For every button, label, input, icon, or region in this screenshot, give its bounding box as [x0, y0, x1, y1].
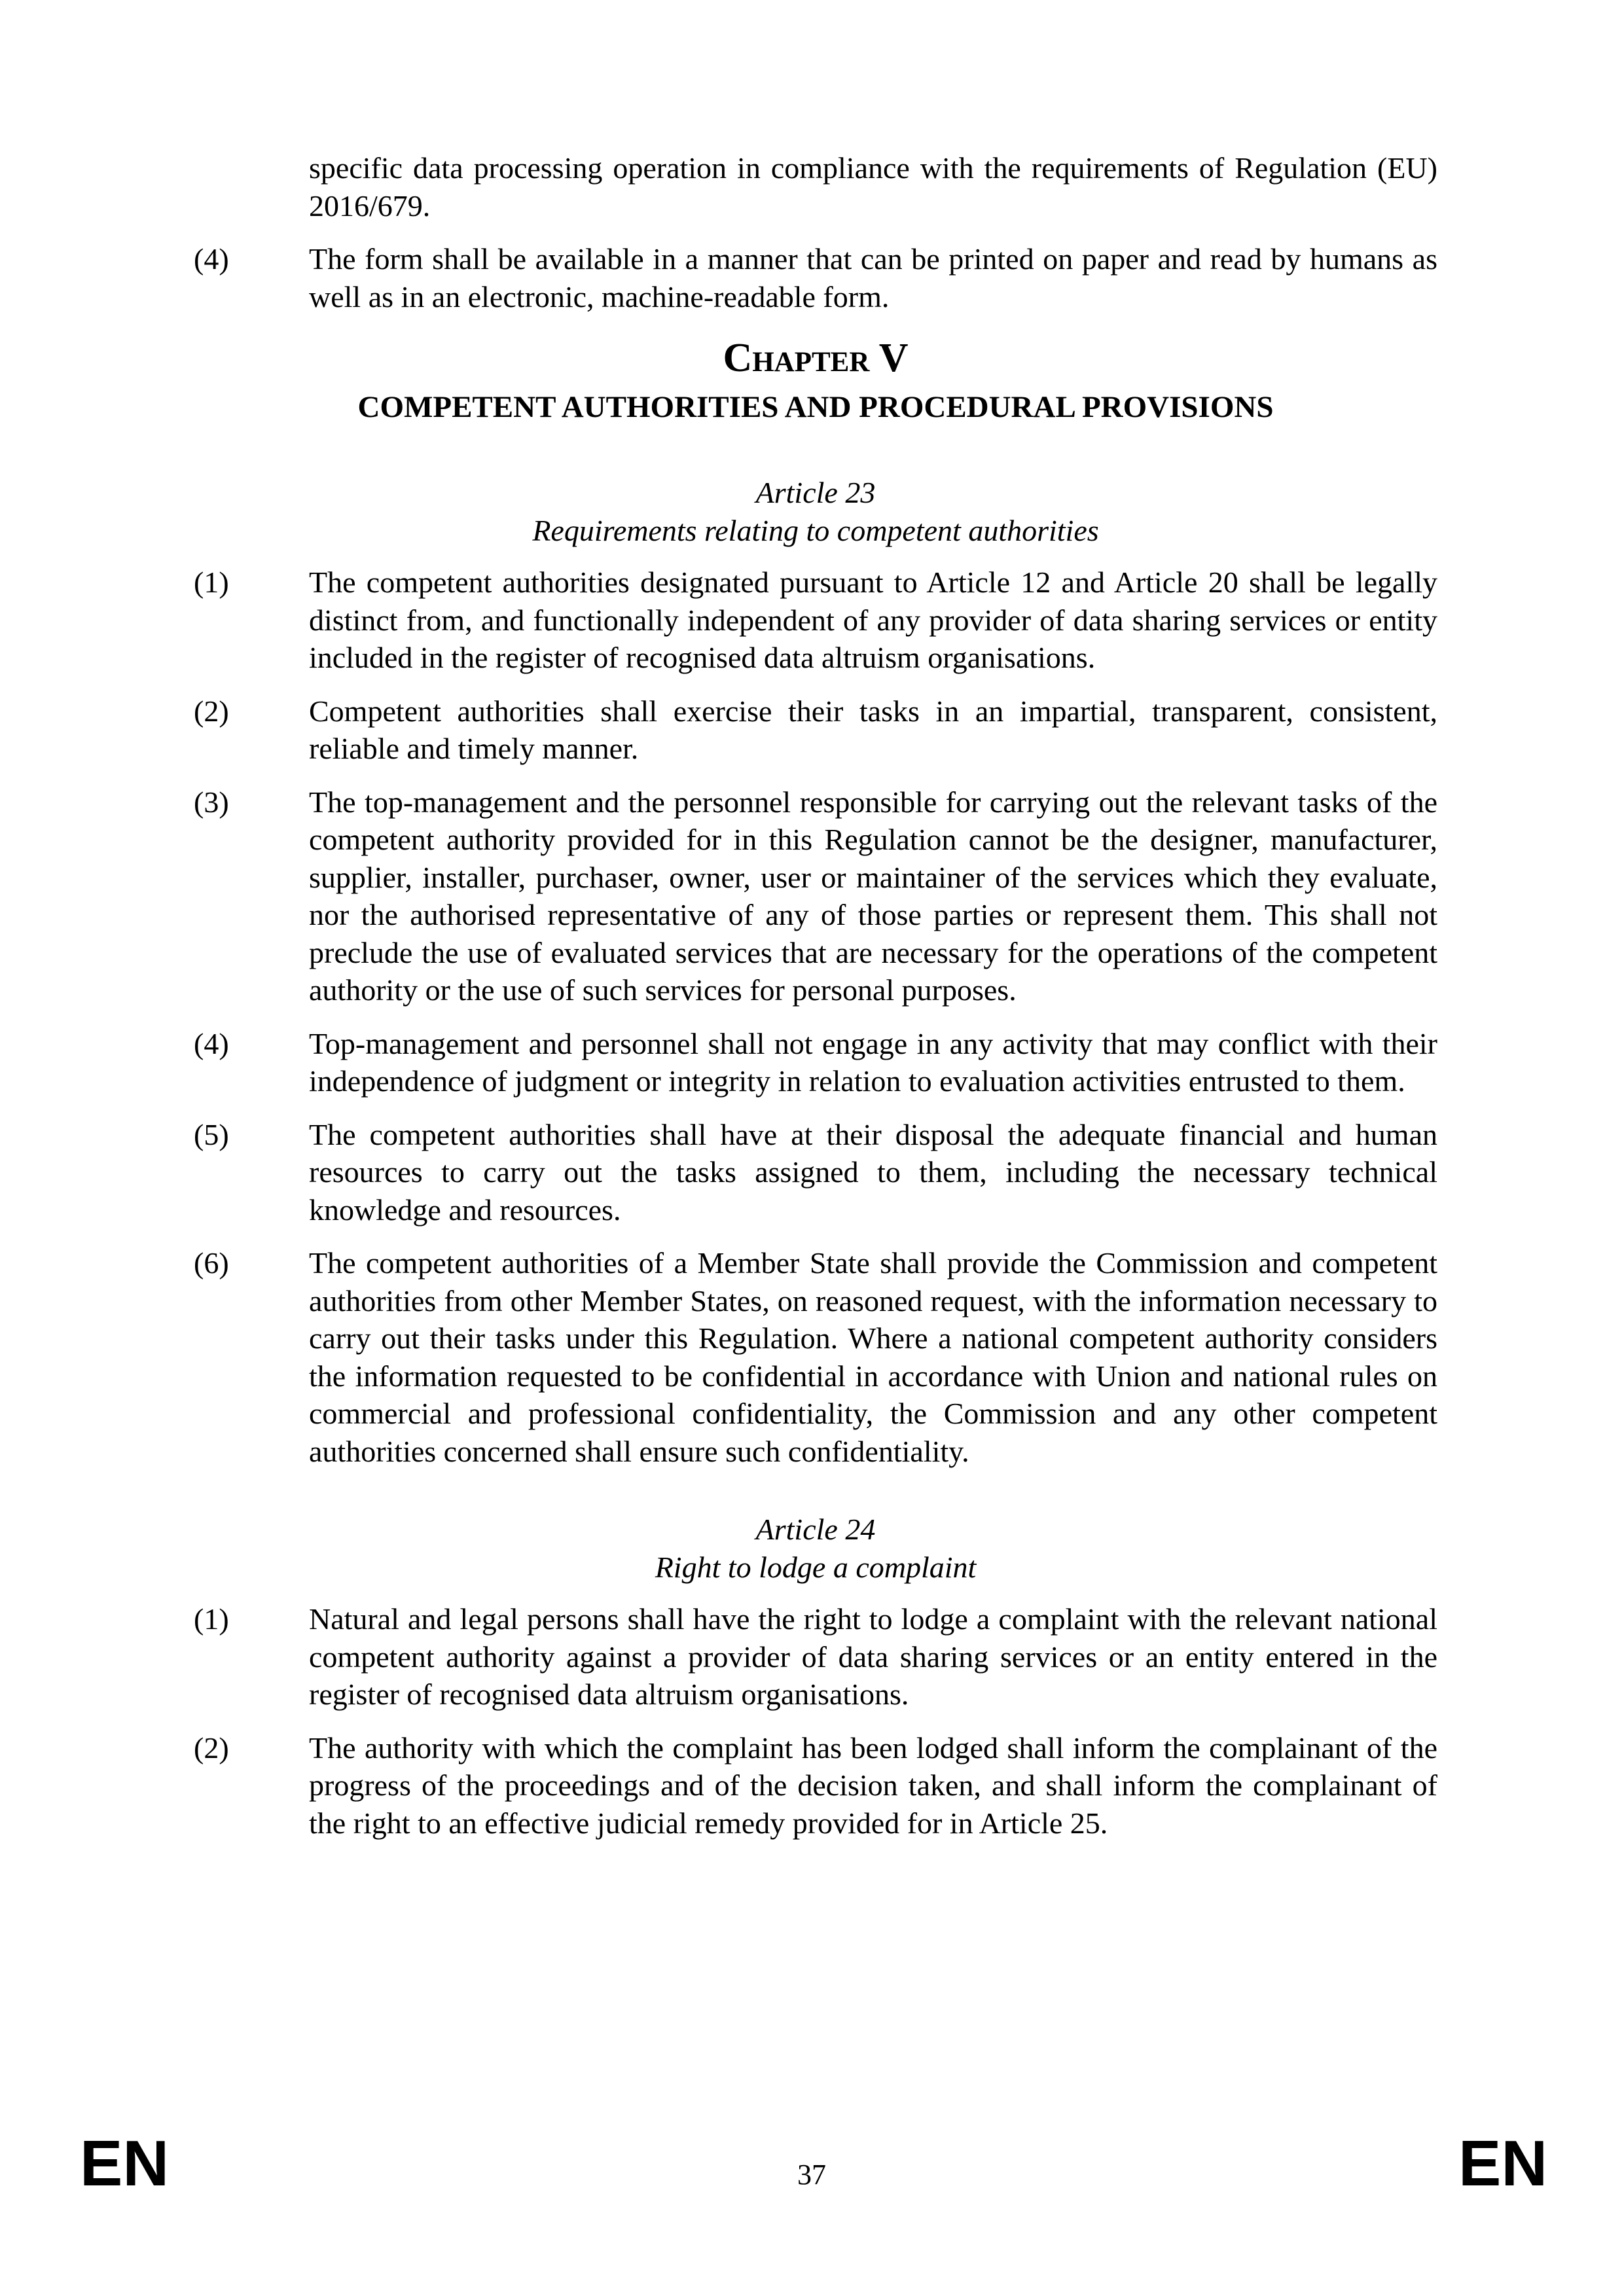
paragraph	[194, 692, 1437, 768]
paragraph-number: (1)	[194, 565, 229, 599]
chapter-subtitle: COMPETENT AUTHORITIES AND PROCEDURAL PROVISIONS	[357, 390, 1274, 424]
paragraph-number: (4)	[194, 242, 229, 276]
paragraph-number: (2)	[194, 694, 229, 728]
paragraph-text: Natural and legal persons shall have the right to lodge a complaint with the relevant national competent authority against a provider of data sharing services or an entity entered in the register of recognised data altruism organisations.	[309, 1602, 1437, 1711]
language-marker-right: EN	[1458, 2127, 1548, 2199]
paragraph-text: The authority with which the complaint has been lodged shall inform the complainant of the progress of the proceedings and of the decision taken, and shall inform the complainant of the right to an effective judicial remedy provided for in Article 25.	[309, 1731, 1437, 1840]
page-content	[194, 149, 1437, 1857]
chapter-title: Chapter V	[723, 336, 909, 380]
paragraph-text: The competent authorities designated pursuant to Article 12 and Article 20 shall be legally distinct from, and functionally independent of any provider of data sharing services or entity included in the register of recognised data altruism organisations.	[309, 565, 1437, 674]
article-number: Article 23	[755, 476, 876, 509]
paragraph	[194, 783, 1437, 1009]
paragraph-number: (2)	[194, 1731, 229, 1765]
paragraph-number: (1)	[194, 1602, 229, 1636]
paragraph	[194, 1116, 1437, 1229]
article-heading	[194, 474, 1437, 549]
paragraph-text: The top-management and the personnel responsible for carrying out the relevant tasks of the competent authority provided for in this Regulation cannot be the designer, manufacturer, supplier, installer, purchaser, owner, user or maintainer of the services which they evaluate, nor the authorised representative of any of those parties or represent them. This shall not preclude the use of evaluated services that are necessary for the operations of the competent authority or the use of such services for personal purposes.	[309, 785, 1437, 1007]
paragraph	[194, 1729, 1437, 1842]
paragraph	[194, 564, 1437, 677]
page-number: 37	[797, 2159, 826, 2191]
language-marker-left: EN	[80, 2127, 170, 2199]
paragraph-number: (4)	[194, 1026, 229, 1060]
article-title: Requirements relating to competent authorities	[532, 513, 1099, 547]
paragraph	[194, 1244, 1437, 1470]
paragraph-text: Competent authorities shall exercise their tasks in an impartial, transparent, consistent, reliable and timely manner.	[309, 694, 1437, 765]
article-number: Article 24	[755, 1513, 876, 1546]
paragraph-number: (3)	[194, 785, 229, 819]
paragraph	[194, 1025, 1437, 1100]
paragraph-text: The competent authorities shall have at their disposal the adequate financial and human resources to carry out the tasks assigned to them, including the necessary technical knowledge and resources.	[309, 1117, 1437, 1227]
paragraph-number: (5)	[194, 1117, 229, 1151]
paragraph-text: Top-management and personnel shall not engage in any activity that may conflict with their independence of judgment or integrity in relation to evaluation activities entrusted to them.	[309, 1026, 1437, 1098]
paragraph-number: (6)	[194, 1246, 229, 1280]
continued-paragraph: specific data processing operation in compliance with the requirements of Regulation (EU) 2016/679.	[309, 151, 1437, 223]
paragraph-text: The form shall be available in a manner that can be printed on paper and read by humans as well as in an electronic, machine-readable form.	[309, 242, 1437, 314]
article-heading	[194, 1511, 1437, 1586]
paragraph-text: The competent authorities of a Member State shall provide the Commission and competent authorities from other Member States, on reasoned request, with the information necessary to carry out their tasks under this Regulation. Where a national competent authority considers the information requested to be confidential in accordance with Union and national rules on commercial and professional confidentiality, the Commission and any other competent authorities concerned shall ensure such confidentiality.	[309, 1246, 1437, 1468]
article-title: Right to lodge a complaint	[655, 1550, 977, 1584]
paragraph	[194, 240, 1437, 315]
paragraph	[194, 1600, 1437, 1713]
